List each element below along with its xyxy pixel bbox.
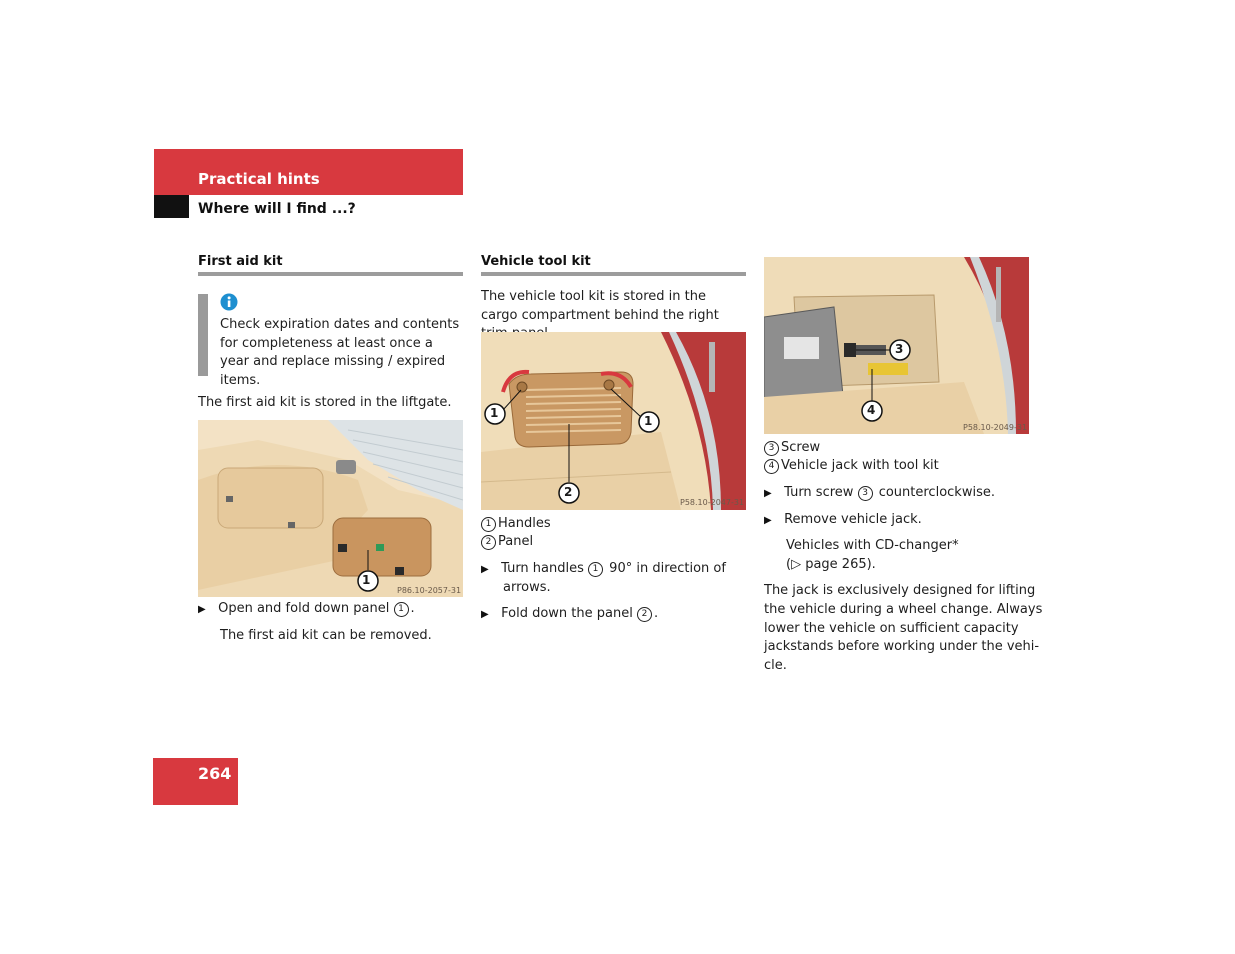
chapter-title: Practical hints xyxy=(198,170,320,188)
bullet-icon: ▶ xyxy=(764,488,772,499)
legend-item xyxy=(481,533,533,552)
callout-1: 1 xyxy=(490,406,499,420)
legend-num: 4 xyxy=(764,459,779,474)
bullet-icon: ▶ xyxy=(481,564,489,575)
page-number: 264 xyxy=(198,764,232,783)
image-code: P86.10-2057-31 xyxy=(397,586,462,595)
ref-1: 1 xyxy=(588,562,603,577)
jack-warning-line: lower the vehicle on sufficient capacity xyxy=(764,621,1019,636)
step-text: Turn screw xyxy=(784,485,854,500)
section-title: Where will I find ...? xyxy=(198,201,356,217)
step-open-panel xyxy=(198,600,415,620)
callout-3: 3 xyxy=(895,342,904,356)
step-text: Turn handles xyxy=(501,561,584,576)
jack-warning-line: cle. xyxy=(764,658,787,673)
step-text: counterclockwise. xyxy=(878,485,995,500)
first-aid-result: The first aid kit can be removed. xyxy=(220,628,432,643)
page-reference-link[interactable]: (▷ page 265). xyxy=(786,557,876,572)
callout-1: 1 xyxy=(362,573,371,587)
legend-label: Screw xyxy=(781,440,821,455)
legend-label: Vehicle jack with tool kit xyxy=(781,458,939,473)
image-code: P58.10-2049-31 xyxy=(963,423,1028,432)
callout-2: 2 xyxy=(564,485,573,499)
first-aid-note: Check expiration dates and contents for completeness at least once a year and replace missing / expired items. xyxy=(220,317,460,388)
step-remove-jack xyxy=(764,511,922,531)
heading-rule xyxy=(481,272,746,276)
heading-rule xyxy=(198,272,463,276)
trim-panel-illustration xyxy=(481,332,746,510)
info-icon xyxy=(220,293,238,311)
callout-4: 4 xyxy=(867,403,876,417)
legend-label: Handles xyxy=(498,516,551,531)
note-bar xyxy=(198,294,208,376)
jack-warning-line: jackstands before working under the vehi- xyxy=(764,639,1040,654)
legend-num: 3 xyxy=(764,441,779,456)
step-text: Remove vehicle jack. xyxy=(784,512,922,527)
bullet-icon: ▶ xyxy=(764,515,772,526)
ref-2: 2 xyxy=(637,607,652,622)
callout-1: 1 xyxy=(644,414,653,428)
liftgate-illustration xyxy=(198,420,463,597)
section-marker xyxy=(154,195,189,218)
bullet-icon: ▶ xyxy=(198,604,206,615)
jack-warning-line: The jack is exclusively designed for lifting xyxy=(764,583,1036,598)
legend-item xyxy=(764,439,820,458)
legend-item xyxy=(764,457,939,476)
tool-kit-intro: The vehicle tool kit is stored in the cargo compartment behind the right xyxy=(481,289,719,323)
legend-num: 2 xyxy=(481,535,496,550)
step-end: . xyxy=(410,601,415,616)
step-text: 90° in direction of xyxy=(609,561,726,576)
step-text: Fold down the panel xyxy=(501,606,633,621)
step-text: Open and fold down panel xyxy=(218,601,390,616)
legend-num: 1 xyxy=(481,517,496,532)
step-fold-panel xyxy=(481,605,658,625)
jack-illustration xyxy=(764,257,1029,434)
tool-kit-heading: Vehicle tool kit xyxy=(481,254,591,269)
step-turn-handles xyxy=(481,560,726,580)
step-continuation: arrows. xyxy=(503,580,551,595)
cd-changer-note: Vehicles with CD-changer* xyxy=(786,538,959,553)
jack-warning-line: the vehicle during a wheel change. Always xyxy=(764,602,1043,617)
legend-item xyxy=(481,515,551,534)
bullet-icon: ▶ xyxy=(481,609,489,620)
legend-label: Panel xyxy=(498,534,534,549)
ref-3: 3 xyxy=(858,486,873,501)
first-aid-intro: The first aid kit is stored in the liftgate. xyxy=(198,395,452,410)
image-code: P58.10-2047-31 xyxy=(680,498,745,507)
step-turn-screw xyxy=(764,484,995,504)
step-end: . xyxy=(653,606,659,621)
first-aid-heading: First aid kit xyxy=(198,254,283,269)
ref-1: 1 xyxy=(394,602,409,617)
